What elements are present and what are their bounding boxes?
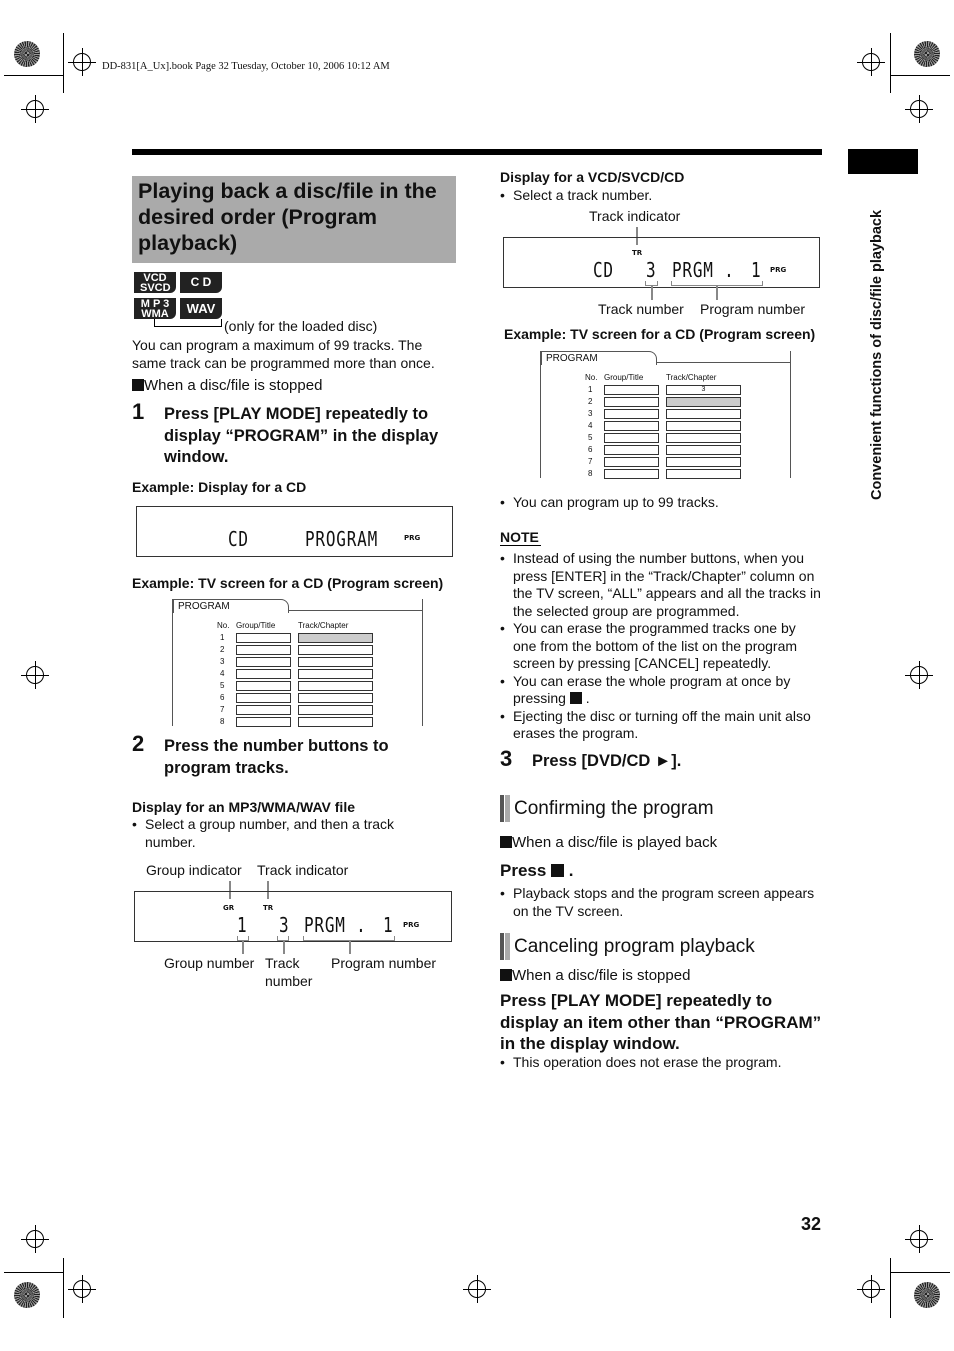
stop-icon [551,864,564,877]
square-icon [132,379,144,391]
group-cell [236,717,291,727]
prg-indicator: PRG [403,921,420,929]
note-list [500,550,822,743]
tv-program-screen [172,599,423,726]
column-group-title: Group/Title [604,373,644,382]
registration-mark [73,1280,91,1298]
track-number-label: Track number [265,955,313,989]
group-cell [236,633,291,643]
display-window-vcd [503,237,820,288]
track-cell [298,717,373,727]
condition: When a disc/file is stopped [132,377,322,394]
display-window-cd [136,506,453,557]
registration-mark [73,53,91,71]
note-item: • You can erase the programmed tracks one by one from the bottom of the list on the program screen by pressing [CANCEL] repeatedly. [500,620,822,673]
example-display-label: Example: Display for a CD [132,479,307,495]
program-number-label: Program number [700,301,806,317]
display-window-mp3 [134,891,452,942]
example-tv-label: Example: TV screen for a CD (Program screen) [132,575,444,591]
note-title: NOTE [500,529,539,545]
group-indicator-label: Group indicator [146,862,242,878]
tv-program-screen [540,351,791,478]
tv-tab-label: PROGRAM [173,599,289,613]
registration-mark [910,666,928,684]
section-bar [500,933,510,960]
top-rule [132,149,822,155]
leader-line [651,286,653,300]
cancel-step: Press [PLAY MODE] repeatedly to display an item other than “PROGRAM” in the display window. [500,991,822,1053]
track-indicator-label: Track indicator [589,208,681,224]
group-cell [604,385,659,395]
row-number: 7 [588,457,593,466]
confirm-bullets: • Playback stops and the program screen appears on the TV screen. [500,885,822,920]
badge-bracket [154,319,222,327]
step1-text: Press [PLAY MODE] repeatedly to display “PROGRAM” in the display window. [164,405,439,466]
track-number-label: Track number [598,301,684,317]
gr-indicator: GR [223,904,235,912]
track-cell [298,669,373,679]
cancel-condition: When a disc/file is stopped [500,967,690,984]
group-cell [604,469,659,479]
registration-disc [14,41,40,67]
registration-mark [468,1280,486,1298]
badge-cd: C D [180,272,222,293]
display-track: 3 [279,913,290,937]
example-tv-label: Example: TV screen for a CD (Program screen) [504,326,816,342]
group-cell [604,433,659,443]
display-track: 3 [646,258,657,282]
badge-note: (only for the loaded disc) [224,318,378,334]
cancel-bullets: • This operation does not erase the program. [500,1054,822,1072]
side-tab-label: Convenient functions of disc/file playback [869,209,885,500]
tr-indicator: TR [632,249,643,257]
section-cancel-title: Canceling program playback [514,936,755,957]
track-cell [666,421,741,431]
track-cell [298,693,373,703]
row-number: 8 [588,469,593,478]
note-item: • Instead of using the number buttons, when you press [ENTER] in the “Track/Chapter” column on the TV screen, “ALL” appears and all the tracks in the selected group are programmed. [500,550,822,620]
confirm-condition: When a disc/file is played back [500,834,717,851]
crop-line [4,1272,64,1273]
row-number: 7 [220,705,225,714]
leader-line [716,286,718,300]
crop-line [890,1258,891,1318]
step1-number: 1 [132,399,145,424]
page-title: Playing back a disc/file in the desired order (Program playback) [132,176,456,263]
column-track-chapter: Track/Chapter [666,373,717,382]
track-cell [666,445,741,455]
column-no: No. [217,621,230,630]
track-cell [298,705,373,715]
crop-line [890,1272,950,1273]
registration-disc [914,41,940,67]
file-header: DD-831[A_Ux].book Page 32 Tuesday, October 10, 2006 10:12 AM [102,61,390,72]
group-cell [604,397,659,407]
tv-tab-line [657,362,790,363]
program-bullets: • You can program up to 99 tracks. [500,494,820,512]
tv-tab-label: PROGRAM [541,351,657,365]
row-number: 4 [588,421,593,430]
section-confirm-title: Confirming the program [514,798,714,819]
step2-text: Press the number buttons to program tracks. [164,737,389,777]
row-number: 2 [220,645,225,654]
vcd-display-title: Display for a VCD/SVCD/CD [500,169,685,185]
display-text: PRGM . [304,913,367,937]
registration-mark [26,1230,44,1248]
row-number: 4 [220,669,225,678]
registration-disc [14,1282,40,1308]
leader-line [283,941,285,954]
tv-tab-line [289,610,422,611]
group-cell [236,669,291,679]
step3-text: Press [DVD/CD ►]. [532,752,682,770]
row-number: 1 [220,633,225,642]
program-number-label: Program number [331,955,437,971]
registration-mark [26,666,44,684]
page-number: 32 [801,1214,822,1234]
row-number: 2 [588,397,593,406]
confirm-press: Press . [500,861,574,880]
section-bar [500,795,510,822]
row-number: 6 [220,693,225,702]
badge-wav: WAV [180,298,222,319]
display-program: 1 [751,258,762,282]
step3-number: 3 [500,746,513,771]
crop-line [4,75,64,76]
square-icon [500,836,512,848]
row-number: 8 [220,717,225,726]
group-cell [604,445,659,455]
mp3-display-title: Display for an MP3/WMA/WAV file [132,799,355,815]
group-cell [604,421,659,431]
row-number: 5 [220,681,225,690]
column-no: No. [585,373,598,382]
registration-mark [910,1230,928,1248]
tr-indicator: TR [263,904,274,912]
group-cell [236,693,291,703]
display-source: CD [228,527,249,551]
group-cell [236,681,291,691]
display-program: 1 [383,913,394,937]
crop-line [63,33,64,93]
group-cell [236,645,291,655]
note-item: • You can erase the whole program at once by pressing . [500,673,822,708]
badge-vcd-svcd: VCD SVCD [134,272,176,293]
track-cell [298,633,373,643]
row-number: 5 [588,433,593,442]
note-item: • Ejecting the disc or turning off the main unit also erases the program. [500,708,822,743]
registration-mark [26,100,44,118]
track-cell [666,397,741,407]
prg-indicator: PRG [770,266,787,274]
track-cell [666,433,741,443]
track-cell [666,469,741,479]
registration-mark [862,1280,880,1298]
group-number-label: Group number [164,955,255,971]
intro-text: You can program a maximum of 99 tracks. The same track can be programmed more than once. [132,337,435,371]
vcd-bullets: • Select a track number. [500,187,820,205]
track-cell [666,409,741,419]
mp3-bullets: • Select a group number, and then a track number. [132,816,444,851]
track-cell [298,681,373,691]
row-number: 6 [588,445,593,454]
square-icon [500,969,512,981]
display-group: 1 [237,913,248,937]
column-group-title: Group/Title [236,621,276,630]
row-number: 1 [588,385,593,394]
track-cell [298,645,373,655]
leader-line [349,941,351,954]
crop-line [63,1258,64,1318]
track-cell [298,657,373,667]
track-indicator-label: Track indicator [257,862,349,878]
stop-icon [570,692,582,704]
group-cell [604,457,659,467]
track-cell [666,457,741,467]
display-source: CD [593,258,614,282]
display-text: PRGM . [672,258,735,282]
registration-disc [914,1282,940,1308]
crop-line [890,75,950,76]
leader-line [242,941,244,954]
column-track-chapter: Track/Chapter [298,621,349,630]
row-number: 3 [588,409,593,418]
badge-mp3-wma: M P 3 WMA [134,298,176,319]
track-cell: 3 [666,385,741,395]
row-number: 3 [220,657,225,666]
group-cell [236,705,291,715]
registration-mark [910,100,928,118]
group-cell [236,657,291,667]
step2-number: 2 [132,731,145,756]
prg-indicator: PRG [404,534,421,542]
group-cell [604,409,659,419]
crop-line [890,33,891,93]
display-text: PROGRAM [305,527,379,551]
registration-mark [862,53,880,71]
